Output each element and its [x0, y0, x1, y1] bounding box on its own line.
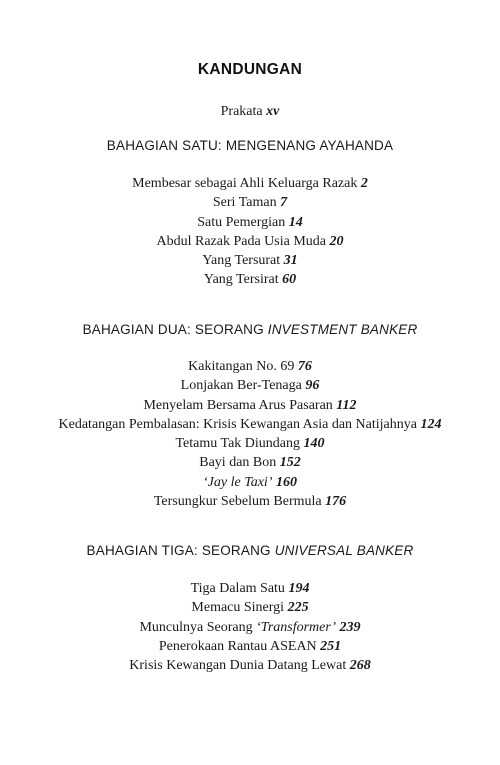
- toc-entry: [0, 579, 500, 598]
- section-entries-bahagian-tiga: [0, 579, 500, 675]
- section-entries-bahagian-dua: [0, 357, 500, 511]
- entry-title: Munculnya Seorang: [139, 619, 253, 635]
- section-heading-text: BAHAGIAN TIGA: SEORANG: [86, 543, 275, 558]
- entry-page-number: 31: [283, 253, 298, 269]
- entry-title-italic: ‘Jay le Taxi’: [203, 474, 273, 490]
- toc-entry: [0, 492, 500, 511]
- entry-title: Lonjakan Ber-Tenaga: [180, 378, 302, 394]
- toc-entry: [0, 637, 500, 656]
- toc-entry: [0, 193, 500, 212]
- section-entries-bahagian-satu: [0, 174, 500, 290]
- section-heading-bahagian-tiga: [0, 543, 500, 558]
- entry-title-italic: ‘Transformer’: [256, 619, 337, 635]
- toc-entry: [0, 357, 500, 376]
- entry-page-number: 251: [320, 638, 342, 654]
- entry-page-number: 7: [280, 195, 288, 211]
- entry-title: Tiga Dalam Satu: [190, 581, 285, 596]
- entry-page-number: 96: [305, 378, 320, 394]
- preface-entry: [0, 104, 500, 120]
- toc-entry: [0, 415, 500, 434]
- toc-entry: [0, 270, 500, 289]
- entry-page-number: 124: [420, 416, 442, 432]
- entry-page-number: 194: [288, 581, 310, 596]
- entry-title: Tersungkur Sebelum Bermula: [153, 494, 322, 510]
- entry-title: Yang Tersirat: [203, 272, 279, 288]
- toc-entry: [0, 376, 500, 395]
- entry-page-number: 2: [360, 176, 368, 191]
- entry-page-number: 14: [288, 214, 303, 230]
- entry-title: Satu Pemergian: [197, 214, 286, 230]
- toc-entry: [0, 598, 500, 617]
- toc-entry: [0, 453, 500, 472]
- entry-title: Krisis Kewangan Dunia Datang Lewat: [129, 658, 347, 674]
- preface-label: Prakata: [220, 104, 263, 119]
- entry-page-number: 268: [349, 658, 371, 674]
- section-heading-italic: INVESTMENT BANKER: [267, 322, 418, 337]
- page-title: KANDUNGAN: [197, 61, 303, 78]
- toc-entry: [0, 434, 500, 453]
- toc-entry: [0, 213, 500, 232]
- section-heading-bahagian-satu: [0, 138, 500, 153]
- entry-title: Tetamu Tak Diundang: [175, 436, 301, 452]
- section-heading-text: BAHAGIAN DUA: SEORANG: [82, 322, 268, 337]
- entry-page-number: 225: [287, 600, 309, 616]
- entry-page-number: 176: [325, 494, 347, 510]
- section-heading-bahagian-dua: [0, 322, 500, 337]
- entry-title: Menyelam Bersama Arus Pasaran: [143, 397, 333, 413]
- entry-page-number: 112: [336, 397, 357, 413]
- entry-page-number: 20: [329, 233, 344, 249]
- toc-entry: [0, 232, 500, 251]
- toc-entry: [0, 396, 500, 415]
- entry-title: Memacu Sinergi: [191, 600, 285, 616]
- entry-title: Abdul Razak Pada Usia Muda: [156, 233, 327, 249]
- entry-page-number: 76: [297, 359, 312, 374]
- entry-title: Yang Tersurat: [202, 253, 281, 269]
- toc-entry: [0, 618, 500, 637]
- toc-entry: [0, 174, 500, 193]
- entry-title: Penerokaan Rantau ASEAN: [158, 638, 317, 654]
- entry-page-number: 140: [303, 436, 325, 452]
- entry-title: Kedatangan Pembalasan: Krisis Kewangan Asia dan Natijahnya: [58, 416, 417, 432]
- entry-title: Kakitangan No. 69: [188, 359, 295, 374]
- entry-title: Membesar sebagai Ahli Keluarga Razak: [132, 176, 358, 191]
- entry-page-number: 160: [275, 474, 297, 490]
- entry-page-number: 239: [339, 619, 361, 635]
- toc-entry: [0, 473, 500, 492]
- entry-title: Seri Taman: [212, 195, 277, 211]
- entry-title: Bayi dan Bon: [199, 455, 277, 471]
- toc-entry: [0, 656, 500, 675]
- entry-page-number: 60: [282, 272, 297, 288]
- toc-entry: [0, 251, 500, 270]
- section-heading-italic: UNIVERSAL BANKER: [274, 543, 414, 558]
- entry-page-number: 152: [279, 455, 301, 471]
- preface-page-number: xv: [266, 104, 280, 119]
- section-heading-text: BAHAGIAN SATU: MENGENANG AYAHANDA: [106, 138, 394, 153]
